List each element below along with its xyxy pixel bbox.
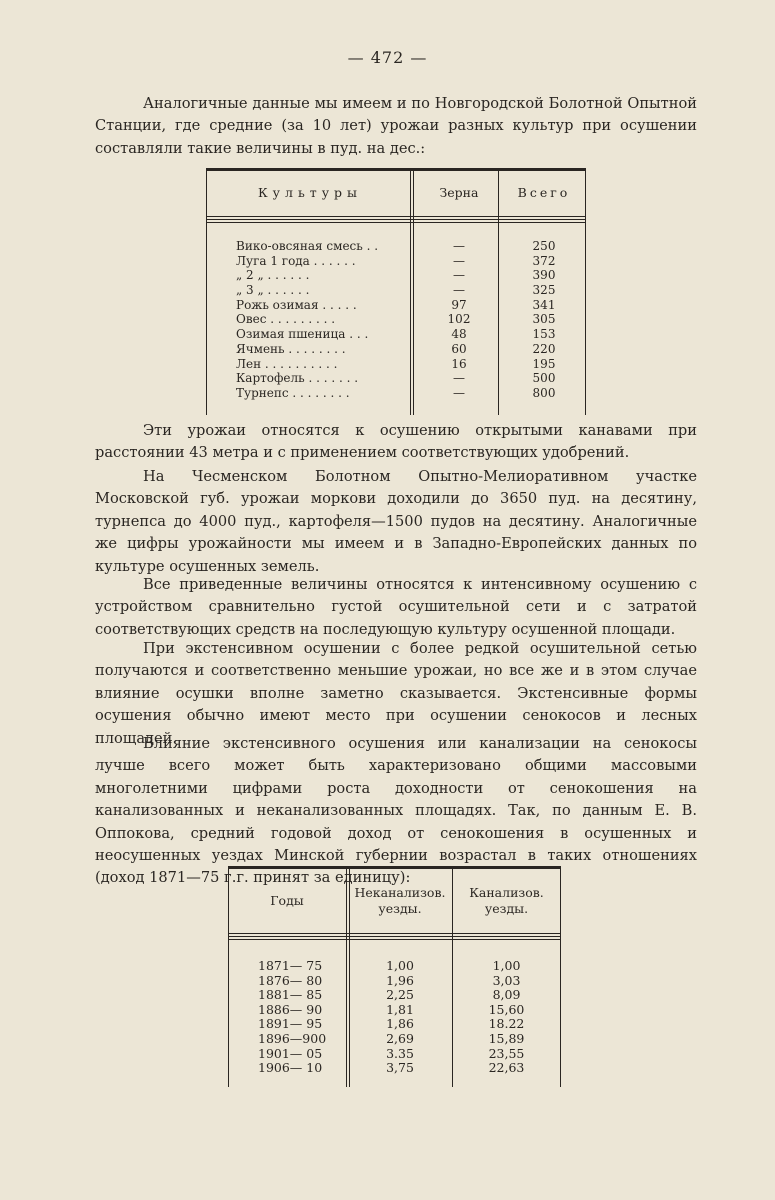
- years-cell: 1891— 95: [258, 1016, 323, 1032]
- total-cell: 390: [532, 268, 556, 283]
- grain-cell: 97: [451, 297, 467, 312]
- grain-cell: 102: [447, 312, 471, 327]
- table-row: [206, 283, 586, 298]
- header-rule: [206, 216, 586, 220]
- paragraph-intro: Аналогичные данные мы имеем и по Новгородской Болотной Опытной Станции, где средние (за 10 лет) урожаи разных культур при осушении составляли такие величины в пуд. на дес.:: [95, 95, 697, 157]
- table-row: [206, 386, 586, 401]
- table-row: [228, 1047, 561, 1062]
- canalized-cell: 8,09: [492, 987, 521, 1003]
- table-row: [228, 974, 561, 989]
- table-row: [206, 327, 586, 342]
- header-rule: [228, 939, 561, 940]
- paragraph-intensive: Все приведенные величины относятся к интенсивному осушению с устройством сравнительно густой осушительной сети и с затратой соответствующих средств на последующую культуру осушенной площади.: [95, 576, 697, 638]
- table-row: [206, 342, 586, 357]
- years-cell: 1871— 75: [258, 958, 323, 973]
- header-crops: Культуры: [258, 185, 362, 200]
- non-canalized-cell: 3,75: [386, 1060, 414, 1076]
- crop-cell: Турнепс . . . . . . . .: [236, 385, 350, 400]
- total-cell: 250: [532, 239, 556, 253]
- table-row: [206, 371, 586, 386]
- table-row: [228, 1032, 561, 1047]
- total-cell: 372: [532, 253, 556, 268]
- canalized-cell: 22,63: [488, 1060, 525, 1076]
- table-body: [228, 959, 561, 1076]
- table-row: [206, 254, 586, 269]
- crop-yield-table: [206, 168, 586, 415]
- crop-cell: Ячмень . . . . . . . .: [236, 341, 346, 356]
- non-canalized-cell: 1,00: [386, 958, 414, 973]
- table-row: [228, 988, 561, 1003]
- table-row: [228, 1003, 561, 1018]
- grain-cell: 60: [451, 341, 467, 356]
- grain-cell: —: [453, 371, 465, 386]
- table-row: [206, 239, 586, 254]
- total-cell: 195: [532, 356, 556, 371]
- canalized-cell: 1,00: [492, 958, 521, 973]
- total-cell: 500: [532, 371, 556, 386]
- crop-cell: Картофель . . . . . . .: [236, 371, 359, 386]
- years-cell: 1881— 85: [258, 987, 323, 1003]
- header-total: Всего: [517, 185, 571, 200]
- header-rule: [206, 222, 586, 223]
- crop-cell: Озимая пшеница . . .: [236, 327, 369, 342]
- table-row: [206, 312, 586, 327]
- non-canalized-cell: 1,96: [386, 972, 414, 988]
- years-cell: 1876— 80: [258, 972, 323, 988]
- paragraph-chesmensky: На Чесменском Болотном Опытно-Мелиоративном участке Московской губ. урожаи моркови доходили до 3650 пуд. на десятину, турнепса до 4000 пуд., картофеля—1500 пудов на десятину. Аналогичные же цифры урожайности мы имеем и в Западно-Европейских данных по культуре осушенных земель.: [95, 468, 697, 575]
- years-cell: 1901— 05: [258, 1045, 323, 1061]
- table-row: [206, 268, 586, 283]
- grain-cell: —: [453, 268, 465, 283]
- header-non-canalized: Неканализов. уезды.: [354, 885, 446, 916]
- years-cell: 1886— 90: [258, 1001, 323, 1017]
- canalized-cell: 15,60: [488, 1001, 525, 1017]
- non-canalized-cell: 2,69: [386, 1030, 414, 1046]
- table-row: [228, 1061, 561, 1076]
- header-years: Годы: [270, 893, 304, 908]
- non-canalized-cell: 1,86: [386, 1016, 414, 1032]
- table-row: [206, 357, 586, 372]
- crop-cell: Вико-овсяная смесь . .: [236, 239, 379, 253]
- table-row: [228, 959, 561, 974]
- header-canalized: Канализов. уезды.: [469, 885, 544, 916]
- non-canalized-cell: 1,81: [386, 1001, 414, 1017]
- total-cell: 305: [532, 312, 556, 327]
- grain-cell: —: [453, 239, 465, 253]
- grain-cell: —: [453, 385, 465, 400]
- paragraph-hayfields: Влияние экстенсивного осушения или канализации на сенокосы лучше всего может быть характеризовано общими массовыми многолетними цифрами роста доходности от сенокошения на канализованных и неканализованных площадях. Так, по данным Е. В. Оппокова, средний годовой доход от сенокошения в осушенных и неосушенных уездах Минской губернии возрастал в таких отношениях (доход 1871—75 г.г. принят за единицу):: [95, 735, 697, 887]
- canalized-cell: 3,03: [492, 972, 521, 988]
- hayfield-income-table: [228, 866, 561, 1087]
- header-rule: [228, 933, 561, 937]
- page-number: — 472 —: [347, 48, 428, 67]
- total-cell: 341: [532, 297, 556, 312]
- total-cell: 325: [532, 283, 556, 298]
- canalized-cell: 18.22: [488, 1016, 525, 1032]
- paragraph-extensive: При экстенсивном осушении с более редкой осушительной сетью получаются и соответственно меньшие урожаи, но все же и в этом случае влияние осушки вполне заметно сказывается. Экстенсивные формы осушения обычно имеют место при осушении сенокосов и лесных площадей.: [95, 640, 697, 747]
- crop-cell: Рожь озимая . . . . .: [236, 297, 357, 312]
- table-row: [206, 298, 586, 313]
- crop-cell: Луга 1 года . . . . . .: [236, 253, 356, 268]
- years-cell: 1906— 10: [258, 1060, 323, 1076]
- crop-cell: „ 2 „ . . . . . .: [236, 268, 310, 283]
- canalized-cell: 15,89: [488, 1030, 525, 1046]
- canalized-cell: 23,55: [488, 1045, 525, 1061]
- total-cell: 153: [532, 327, 556, 342]
- paragraph-distance: Эти урожаи относятся к осушению открытыми канавами при расстоянии 43 метра и с применением соответствующих удобрений.: [95, 422, 697, 462]
- grain-cell: —: [453, 253, 465, 268]
- table-body: [206, 239, 586, 401]
- crop-cell: Овес . . . . . . . . .: [236, 312, 336, 327]
- non-canalized-cell: 2,25: [386, 987, 414, 1003]
- crop-cell: „ 3 „ . . . . . .: [236, 283, 310, 298]
- grain-cell: —: [453, 283, 465, 298]
- grain-cell: 48: [451, 327, 467, 342]
- years-cell: 1896—900: [258, 1030, 327, 1046]
- non-canalized-cell: 3.35: [386, 1045, 414, 1061]
- crop-cell: Лен . . . . . . . . . .: [236, 356, 338, 371]
- total-cell: 800: [532, 385, 556, 400]
- total-cell: 220: [532, 341, 556, 356]
- header-grain: Зерна: [439, 185, 479, 200]
- table-row: [228, 1017, 561, 1032]
- grain-cell: 16: [451, 356, 467, 371]
